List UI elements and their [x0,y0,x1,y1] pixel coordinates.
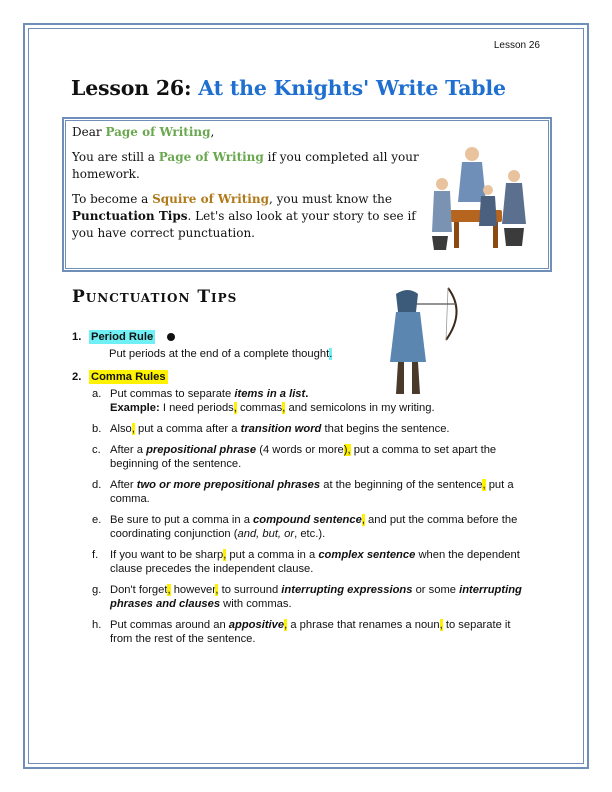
item-letter: h. [92,619,102,631]
p1-pre: You are still a [72,150,159,164]
item-text [110,422,532,436]
comma-highlight: , [284,619,288,631]
text: however [170,584,216,596]
italic-text: and, but, or [237,528,295,540]
text: put a comma. [110,479,514,505]
text: at the beginning of the sentence [320,479,483,491]
text: a phrase that renames a noun [287,619,440,631]
list-item [72,548,532,576]
item-letter: f. [92,549,99,561]
p2-pre: To become a [72,192,153,206]
p2-bold: Punctuation Tips [72,209,188,223]
section-title: Punctuation Tips [72,287,238,307]
text: I need periods [159,402,234,414]
text: to surround [218,584,282,596]
lesson-tag: Lesson 26 [493,40,540,51]
list-item [72,387,532,415]
page-title [71,76,506,100]
emphasis: two or more prepositional phrases [136,479,321,491]
item-letter: g. [92,584,102,596]
emphasis: transition word [240,423,322,435]
text: to separate it from the rest of the sentence. [110,619,511,645]
list-item [72,618,532,646]
text: Also [110,423,132,435]
greeting-post: , [210,125,215,139]
letter-greeting [72,124,432,141]
rule-2-number: 2. [72,371,82,383]
item-text [110,618,532,646]
text: If you want to be sharp [110,549,224,561]
comma-highlight: , [233,402,237,414]
text: put a comma to set apart the beginning of the sentence. [110,444,497,470]
item-letter: c. [92,444,101,456]
rule-1-number: 1. [72,331,82,343]
emphasis: interrupting expressions [281,584,413,596]
text: and put the comma before the coordinating conjunction ( [110,514,518,540]
text: or some [412,584,460,596]
title-main: At the Knights' Write Table [198,76,506,100]
example-label: Example: [110,402,160,414]
text: Put commas around an [110,619,229,631]
text: Don't forget [110,584,168,596]
text: commas [236,402,283,414]
list-item [72,422,532,436]
item-letter: e. [92,514,102,526]
rule-1-label: Period Rule [91,331,154,343]
item-text [110,387,532,415]
comma-highlight: ), [343,444,351,456]
comma-highlight: , [439,619,443,631]
rule-1-period: . [329,348,333,360]
knights-table-illustration [428,140,538,258]
letter-text [72,124,432,250]
letter-paragraph-1 [72,149,432,183]
text: (4 words or more [256,444,344,456]
period-dot-icon [167,333,175,341]
text: . [305,388,309,400]
comma-shape-icon [170,370,184,384]
item-text [110,443,532,471]
punctuation-tips [72,330,532,653]
emphasis: appositive [228,619,285,631]
text: Put commas to separate [110,388,235,400]
comma-highlight: , [131,423,135,435]
item-letter: a. [92,388,102,400]
comma-highlight: , [482,479,486,491]
letter-paragraph-2 [72,191,432,242]
emphasis: items in a list [234,388,306,400]
text: , etc.). [294,528,326,540]
p2-mid: , you must know the [268,192,393,206]
list-item [72,513,532,541]
comma-highlight: , [223,549,227,561]
text: with commas. [220,598,292,610]
p1-post: if you completed all your homework. [72,150,419,181]
comma-highlight: , [215,584,219,596]
text: Be sure to put a comma in a [110,514,254,526]
greeting-name: Page of Writing [105,125,211,139]
item-letter: d. [92,479,102,491]
text: that begins the sentence. [321,423,450,435]
title-prefix: Lesson 26: [71,76,192,100]
list-item [72,443,532,471]
emphasis: interrupting phrases and clauses [110,584,522,610]
p2-name: Squire of Writing [152,192,269,206]
comma-highlight: , [167,584,171,596]
comma-highlight: , [361,514,365,526]
rule-2-heading [72,370,532,384]
text: put a comma after a [134,423,241,435]
greeting-pre: Dear [72,125,106,139]
rule-1-body: Put periods at the end of a complete thought [109,348,330,360]
p2-post: . Let's also look at your story to see if you have correct punctuation. [72,209,416,240]
comma-rules-list [72,387,532,646]
item-letter: b. [92,423,102,435]
rule-1-text [109,347,532,361]
emphasis: compound sentence [253,514,362,526]
p1-name: Page of Writing [158,150,264,164]
text: put a comma in a [226,549,319,561]
emphasis: prepositional phrase [146,444,257,456]
text: After a [110,444,147,456]
item-text [110,583,532,611]
text: when the dependent clause precedes the independent clause. [110,549,520,575]
rule-1-heading [72,330,532,344]
comma-highlight: , [282,402,286,414]
item-text [110,513,532,541]
text: After [110,479,137,491]
item-text [110,548,532,576]
rule-2-label: Comma Rules [91,371,166,383]
list-item [72,583,532,611]
text: and semicolons in my writing. [285,402,435,414]
list-item [72,478,532,506]
emphasis: complex sentence [318,549,416,561]
item-text [110,478,532,506]
